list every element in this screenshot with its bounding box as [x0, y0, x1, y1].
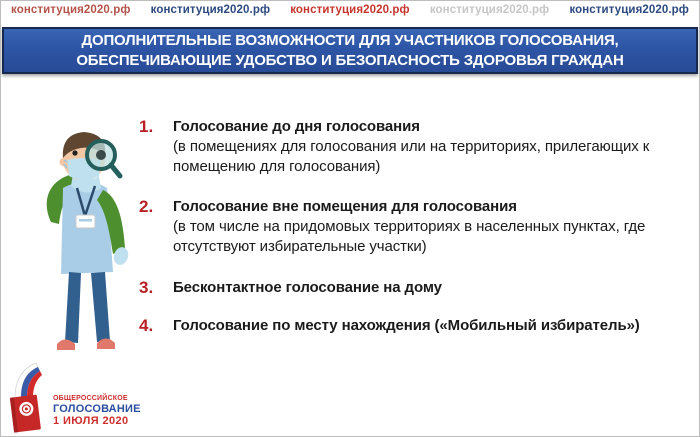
watermark-text: конституция2020.рф: [429, 4, 550, 16]
watermark-text: конституция2020.рф: [290, 4, 410, 16]
voting-campaign-logo: [6, 362, 141, 434]
logo-line-3: 1 ИЮЛЯ 2020: [53, 415, 129, 427]
list-item: [139, 117, 684, 177]
list-item-title: Бесконтактное голосование на дому: [173, 279, 442, 296]
title-line-2: ОБЕСПЕЧИВАЮЩИЕ УДОБСТВО И БЕЗОПАСНОСТЬ ЗДОРОВЬЯ ГРАЖДАН: [76, 51, 624, 69]
watermark-text: конституция2020.рф: [150, 4, 271, 16]
title-banner: [2, 27, 698, 74]
list-item-title: Голосование до дня голосования: [173, 118, 420, 135]
title-line-1: ДОПОЛНИТЕЛЬНЫЕ ВОЗМОЖНОСТИ ДЛЯ УЧАСТНИКОВ ГОЛОСОВАНИЯ,: [81, 31, 619, 49]
list-item: [139, 278, 684, 298]
list-item-title: Голосование по месту нахождения («Мобильный избиратель»): [173, 317, 640, 334]
watermark-text: конституция2020.рф: [11, 4, 131, 16]
list-item-subtitle: (в том числе на придомовых территориях в населенных пунктах, где отсутствуют избирательные участки): [173, 218, 646, 255]
watermark-row: [11, 4, 689, 16]
list-item-number: 1.: [139, 117, 154, 136]
flag-and-constitution-icon: [6, 362, 52, 434]
list-item-number: 3.: [139, 278, 154, 297]
logo-text-block: [53, 395, 141, 434]
list-item: [139, 197, 684, 257]
list-item-title: Голосование вне помещения для голосования: [173, 198, 517, 215]
watermark-text: конституция2020.рф: [569, 4, 689, 16]
list-item-subtitle: (в помещениях для голосования или на территориях, прилегающих к помещению для голосования): [173, 138, 650, 175]
list-item: [139, 316, 684, 336]
voting-options-list: [139, 117, 684, 336]
list-item-number: 4.: [139, 316, 154, 335]
logo-line-2: ГОЛОСОВАНИЕ: [53, 403, 141, 415]
list-item-number: 2.: [139, 197, 154, 216]
logo-line-1: ОБЩЕРОССИЙСКОЕ: [53, 395, 128, 402]
